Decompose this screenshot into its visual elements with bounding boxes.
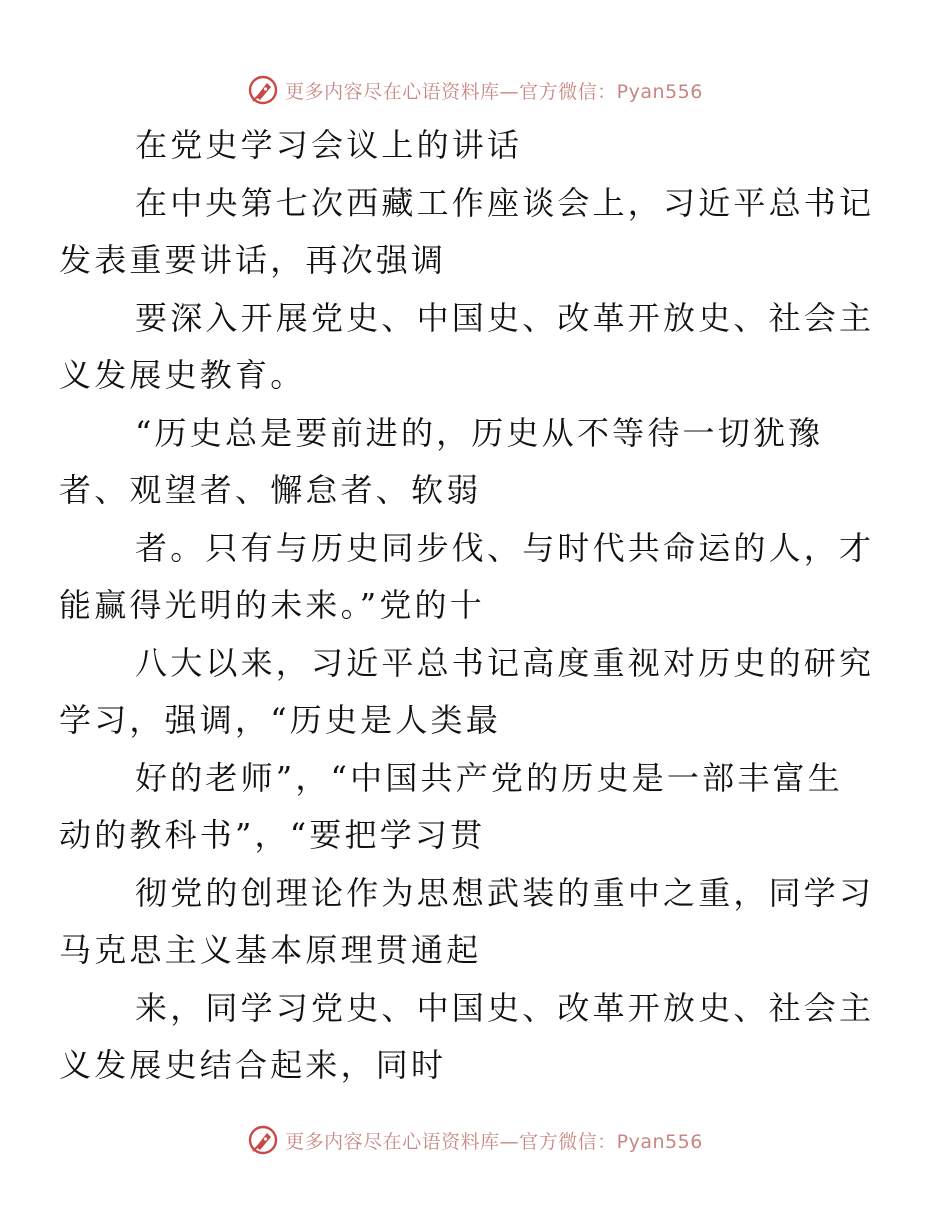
paragraph <box>59 520 875 635</box>
pen-nib-circle-icon <box>247 1124 279 1156</box>
paragraph <box>59 865 875 980</box>
pen-nib-circle-icon <box>247 74 279 106</box>
footer-watermark <box>0 1120 950 1160</box>
text-line: “历史总是要前进的，历史从不等待一切犹豫 <box>135 413 824 452</box>
text-line: 在中央第七次西藏工作座谈会上，习近平总书记 <box>135 183 875 222</box>
paragraph <box>59 290 875 405</box>
header-watermark <box>0 70 950 110</box>
text-line: 能赢得光明的未来。”党的十 <box>59 586 485 624</box>
paragraph <box>59 980 875 1095</box>
text-line: 来，同学习党史、中国史、改革开放史、社会主 <box>135 988 875 1027</box>
text-line: 彻党的创理论作为思想武装的重中之重，同学习 <box>135 873 875 912</box>
document-title: 在党史学习会议上的讲话 <box>135 126 523 164</box>
text-line: 八大以来，习近平总书记高度重视对历史的研究 <box>135 643 875 682</box>
document-body <box>59 117 875 1095</box>
paragraph <box>59 635 875 750</box>
text-line: 学习，强调，“历史是人类最 <box>59 701 501 739</box>
text-line: 义发展史结合起来，同时 <box>59 1046 447 1084</box>
text-line: 动的教科书”，“要把学习贯 <box>59 816 486 854</box>
text-line: 义发展史教育。 <box>59 356 306 394</box>
paragraph <box>59 175 875 290</box>
text-line: 好的老师”，“中国共产党的历史是一部丰富生 <box>135 758 843 797</box>
text-line: 者。只有与历史同步伐、与时代共命运的人，才 <box>135 528 875 567</box>
watermark-text: 更多内容尽在心语资料库—官方微信：Pyan556 <box>285 80 703 103</box>
text-line: 要深入开展党史、中国史、改革开放史、社会主 <box>135 298 875 337</box>
paragraph <box>59 405 857 520</box>
text-line: 者、观望者、懈怠者、软弱 <box>59 471 482 509</box>
text-line: 发表重要讲话，再次强调 <box>59 241 447 279</box>
paragraph <box>59 750 857 865</box>
text-line: 马克思主义基本原理贯通起 <box>59 931 482 969</box>
watermark-text: 更多内容尽在心语资料库—官方微信：Pyan556 <box>285 1130 703 1153</box>
